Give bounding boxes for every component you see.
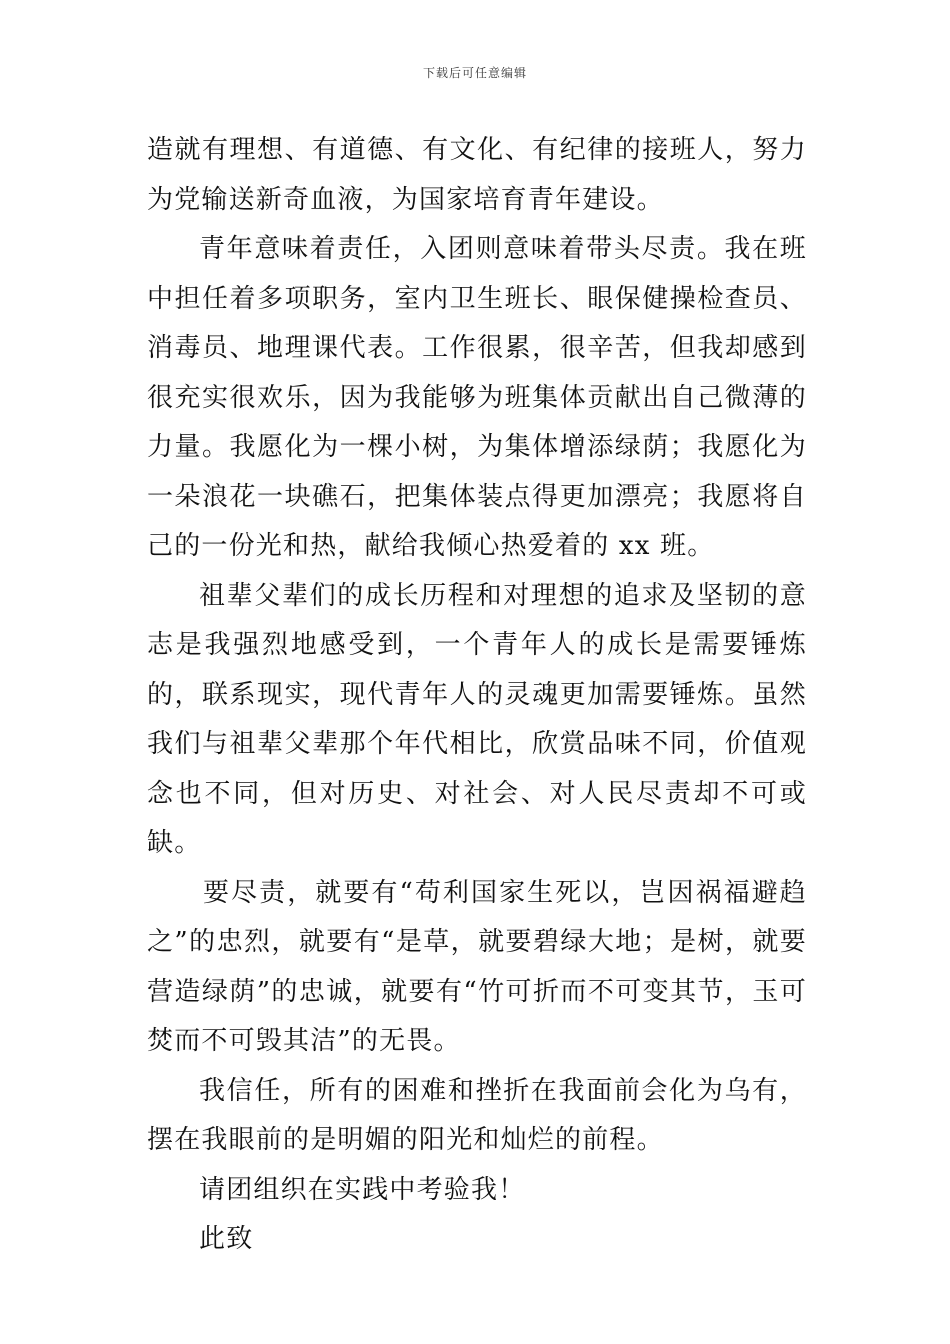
document-body: [147, 126, 807, 1265]
paragraph-duty: 要尽责，就要有“苟利国家生死以，岂因祸福避趋之”的忠烈，就要有“是草，就要碧绿大地；是树，就要营造绿荫”的忠诚，就要有“竹可折而不可变其节，玉可焚而不可毁其洁”的无畏。: [147, 877, 807, 1056]
paragraph-belief: 我信任，所有的困难和挫折在我面前会化为乌有，摆在我眼前的是明媚的阳光和灿烂的前程。: [147, 1075, 807, 1155]
paragraph-responsibility: 青年意味着责任，入团则意味着带头尽责。我在班中担任着多项职务，室内卫生班长、眼保健操检查员、消毒员、地理课代表。工作很累，很辛苦，但我却感到很充实很欢乐，因为我能够为班集体贡献出自己微薄的力量。我愿化为一棵小树，为集体增添绿荫；我愿化为一朵浪花一块礁石，把集体装点得更加漂亮；我愿将自己的一份光和热，献给我倾心热爱着的 xx 班。: [147, 234, 807, 561]
paragraph-continuation: 造就有理想、有道德、有文化、有纪律的接班人，努力为党输送新奇血液，为国家培育青年建设。: [147, 135, 807, 215]
paragraph-ancestors: 祖辈父辈们的成长历程和对理想的追求及坚韧的意志是我强烈地感受到，一个青年人的成长是需要锤炼的，联系现实，现代青年人的灵魂更加需要锤炼。虽然我们与祖辈父辈那个年代相比，欣赏品味不同，价值观念也不同，但对历史、对社会、对人民尽责却不可或缺。: [147, 580, 807, 858]
header-note: 下载后可任意编辑: [422, 66, 527, 80]
paragraph-request: 请团组织在实践中考验我！: [199, 1174, 526, 1205]
paragraph-salutation: 此致: [199, 1224, 254, 1254]
